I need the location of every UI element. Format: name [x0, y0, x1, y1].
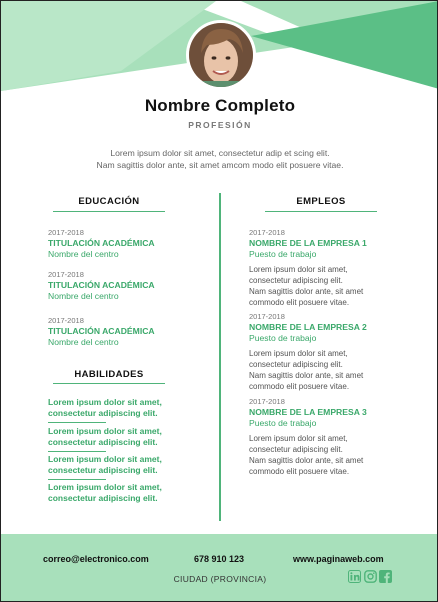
job-desc-line: Lorem ipsum dolor sit amet, [249, 265, 348, 274]
education-degree: TITULACIÓN ACADÉMICA [48, 326, 155, 336]
job-years: 2017-2018 [249, 228, 285, 237]
job-company: NOMBRE DE LA EMPRESA 2 [249, 322, 367, 332]
facebook-icon[interactable] [379, 570, 392, 583]
skills-heading: HABILIDADES [74, 369, 144, 380]
skill-line: Lorem ipsum dolor sit amet, [48, 397, 162, 407]
contact-website[interactable]: www.paginaweb.com [293, 554, 384, 564]
job-desc-line: consectetur adipiscing elit. [249, 445, 343, 454]
skill-item [48, 426, 198, 448]
contact-footer [1, 534, 438, 602]
profile-photo [186, 20, 256, 90]
skill-item [48, 397, 198, 419]
education-degree: TITULACIÓN ACADÉMICA [48, 238, 155, 248]
job-description [249, 264, 409, 308]
summary-line: Nam sagittis dolor ante, sit amet amcom modo elit posuere vitae. [96, 160, 344, 170]
skills-underline [53, 383, 165, 384]
job-description [249, 348, 409, 392]
full-name: Nombre Completo [144, 96, 296, 115]
education-degree: TITULACIÓN ACADÉMICA [48, 280, 155, 290]
job-item [249, 397, 409, 477]
skill-item [48, 454, 198, 476]
linkedin-icon[interactable] [348, 570, 361, 583]
job-desc-line: Nam sagittis dolor ante, sit amet [249, 456, 364, 465]
column-divider [219, 193, 221, 521]
contact-email[interactable]: correo@electronico.com [43, 554, 149, 564]
profile-summary [61, 147, 379, 171]
contact-phone[interactable]: 678 910 123 [194, 554, 245, 564]
job-desc-line: commodo elit posuere vitae. [249, 298, 350, 307]
job-company: NOMBRE DE LA EMPRESA 1 [249, 238, 367, 248]
skill-separator [48, 451, 106, 452]
education-years: 2017-2018 [48, 270, 84, 279]
skill-line: consectetur adipiscing elit. [48, 465, 158, 475]
skill-line: Lorem ipsum dolor sit amet, [48, 454, 162, 464]
job-desc-line: consectetur adipiscing elit. [249, 276, 343, 285]
job-position: Puesto de trabajo [249, 249, 317, 259]
job-desc-line: Lorem ipsum dolor sit amet, [249, 434, 348, 443]
jobs-underline [265, 211, 377, 212]
jobs-heading: EMPLEOS [296, 196, 346, 207]
job-years: 2017-2018 [249, 312, 285, 321]
skill-line: Lorem ipsum dolor sit amet, [48, 426, 162, 436]
skill-item [48, 482, 198, 504]
job-position: Puesto de trabajo [249, 418, 317, 428]
skill-line: consectetur adipiscing elit. [48, 437, 158, 447]
education-item [48, 270, 218, 301]
profession: PROFESIÓN [188, 120, 252, 130]
job-item [249, 228, 409, 308]
job-desc-line: Nam sagittis dolor ante, sit amet [249, 371, 364, 380]
education-underline [53, 211, 165, 212]
education-heading: EDUCACIÓN [78, 196, 140, 207]
skill-line: Lorem ipsum dolor sit amet, [48, 482, 162, 492]
skill-line: consectetur adipiscing elit. [48, 493, 158, 503]
job-item [249, 312, 409, 392]
job-company: NOMBRE DE LA EMPRESA 3 [249, 407, 367, 417]
skill-separator [48, 479, 106, 480]
education-item [48, 316, 218, 347]
education-center: Nombre del centro [48, 291, 119, 301]
summary-line: Lorem ipsum dolor sit amet, consectetur adip et scing elit. [110, 148, 330, 158]
skill-separator [48, 422, 106, 423]
education-years: 2017-2018 [48, 316, 84, 325]
job-years: 2017-2018 [249, 397, 285, 406]
job-desc-line: commodo elit posuere vitae. [249, 467, 350, 476]
job-desc-line: commodo elit posuere vitae. [249, 382, 350, 391]
education-item [48, 228, 218, 259]
instagram-icon[interactable] [364, 570, 377, 583]
skill-line: consectetur adipiscing elit. [48, 408, 158, 418]
education-center: Nombre del centro [48, 337, 119, 347]
job-position: Puesto de trabajo [249, 333, 317, 343]
job-desc-line: Lorem ipsum dolor sit amet, [249, 349, 348, 358]
job-desc-line: Nam sagittis dolor ante, sit amet [249, 287, 364, 296]
education-years: 2017-2018 [48, 228, 84, 237]
job-desc-line: consectetur adipiscing elit. [249, 360, 343, 369]
contact-city: CIUDAD (PROVINCIA) [173, 574, 267, 584]
education-center: Nombre del centro [48, 249, 119, 259]
job-description [249, 433, 409, 477]
